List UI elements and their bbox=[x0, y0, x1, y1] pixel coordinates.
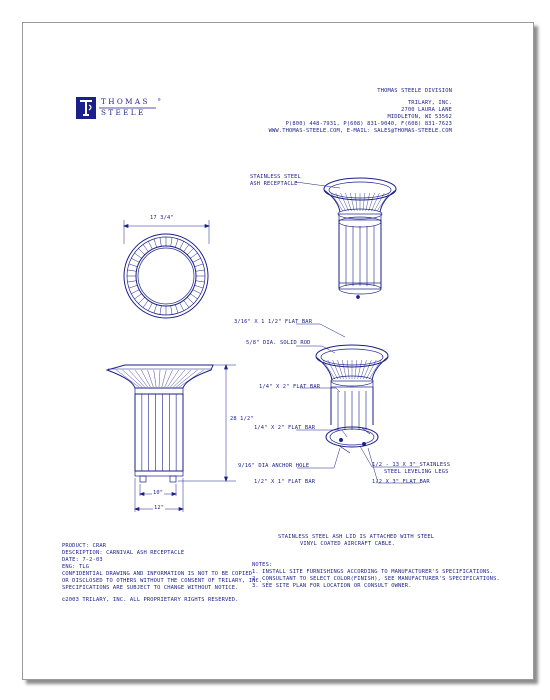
iso-receptacle-detail bbox=[296, 324, 420, 483]
note-2: 2. CONSULTANT TO SELECT COLOR(FINISH), SEE MANUFACTURER'S SPECIFICATIONS. bbox=[252, 576, 500, 582]
copyright: ©2003 TRILARY, INC. ALL PROPRIETARY RIGHTS RESERVED. bbox=[62, 597, 239, 603]
top-view-diameter: 17 3/4" bbox=[150, 215, 174, 221]
company-street: 2700 LAURA LANE bbox=[401, 107, 452, 113]
lid-note-line2: VINYL COATED AIRCRAFT CABLE. bbox=[300, 541, 396, 547]
confidential-line2: OR DISCLOSED TO OTHERS WITHOUT THE CONSENT OF TRILARY, INC. . bbox=[62, 578, 270, 584]
callout-flat-bar-3-16: 3/16" X 1 1/2" FLAT BAR bbox=[234, 319, 313, 325]
company-division: THOMAS STEELE DIVISION bbox=[377, 88, 452, 94]
product-date: DATE: 7-2-03 bbox=[62, 557, 103, 563]
callout-legs-line2: STEEL LEVELING LEGS bbox=[384, 469, 449, 475]
callout-solid-rod: 5/8" DIA. SOLID ROD bbox=[246, 340, 311, 346]
logo-trademark: ® bbox=[158, 97, 161, 102]
company-phones: P(800) 448-7931, P(608) 831-9040, F(608) 831-7623 bbox=[285, 121, 452, 127]
elevation-height: 28 1/2" bbox=[230, 416, 254, 422]
iso-label-line1: STAINLESS STEEL bbox=[250, 174, 301, 180]
company-web: WWW.THOMAS-STEELE.COM, E-MAIL: SALES@THOMAS-STEELE.COM bbox=[268, 128, 452, 134]
logo-line2: STEELE bbox=[101, 108, 146, 117]
product-code: PRODUCT: CRAR bbox=[62, 543, 107, 549]
notes-title: NOTES: bbox=[252, 562, 273, 568]
confidential-line1: CONFIDENTIAL DRAWING AND INFORMATION IS NOT TO BE COPIED bbox=[62, 571, 253, 577]
callout-flat-bar-1-4-a: 1/4" X 2" FLAT BAR bbox=[259, 384, 321, 390]
note-1: 1. INSTALL SITE FURNISHINGS ACCORDING TO MANUFACTURER'S SPECIFICATIONS. bbox=[252, 569, 494, 575]
product-description: DESCRIPTION: CARNIVAL ASH RECEPTACLE bbox=[62, 550, 185, 556]
iso-label-line2: ASH RECEPTACLE bbox=[250, 181, 298, 187]
callout-legs-line1: 1/2 - 13 X 3" STAINLESS bbox=[372, 462, 451, 468]
company-name: TRILARY, INC. bbox=[407, 100, 452, 106]
product-eng: ENG: TLG bbox=[62, 564, 90, 570]
confidential-line3: SPECIFICATIONS ARE SUBJECT TO CHANGE WITHOUT NOTICE. bbox=[62, 585, 239, 591]
iso-receptacle-top bbox=[296, 178, 396, 299]
lid-note-line1: STAINLESS STEEL ASH LID IS ATTACHED WITH STEEL bbox=[278, 534, 435, 540]
note-3: 3. SEE SITE PLAN FOR LOCATION OR CONSULT OWNER. bbox=[252, 583, 412, 589]
elevation-view bbox=[107, 365, 236, 512]
base-outer-width: 12" bbox=[154, 505, 165, 511]
company-city: MIDDLETON, WI 53562 bbox=[387, 114, 452, 120]
callout-anchor-hole: 9/16" DIA ANCHOR HOLE bbox=[238, 463, 310, 469]
callout-flat-bar-1-2-x1: 1/2" X 1" FLAT BAR bbox=[254, 479, 316, 485]
callout-flat-bar-1-4-b: 1/4" X 2" FLAT BAR bbox=[254, 425, 316, 431]
base-inner-width: 10" bbox=[153, 490, 164, 496]
callout-flat-bar-1-2-x3: 1/2 X 3" FLAT BAR bbox=[372, 479, 430, 485]
logo-line1: THOMAS bbox=[101, 97, 150, 106]
top-view bbox=[124, 220, 209, 318]
